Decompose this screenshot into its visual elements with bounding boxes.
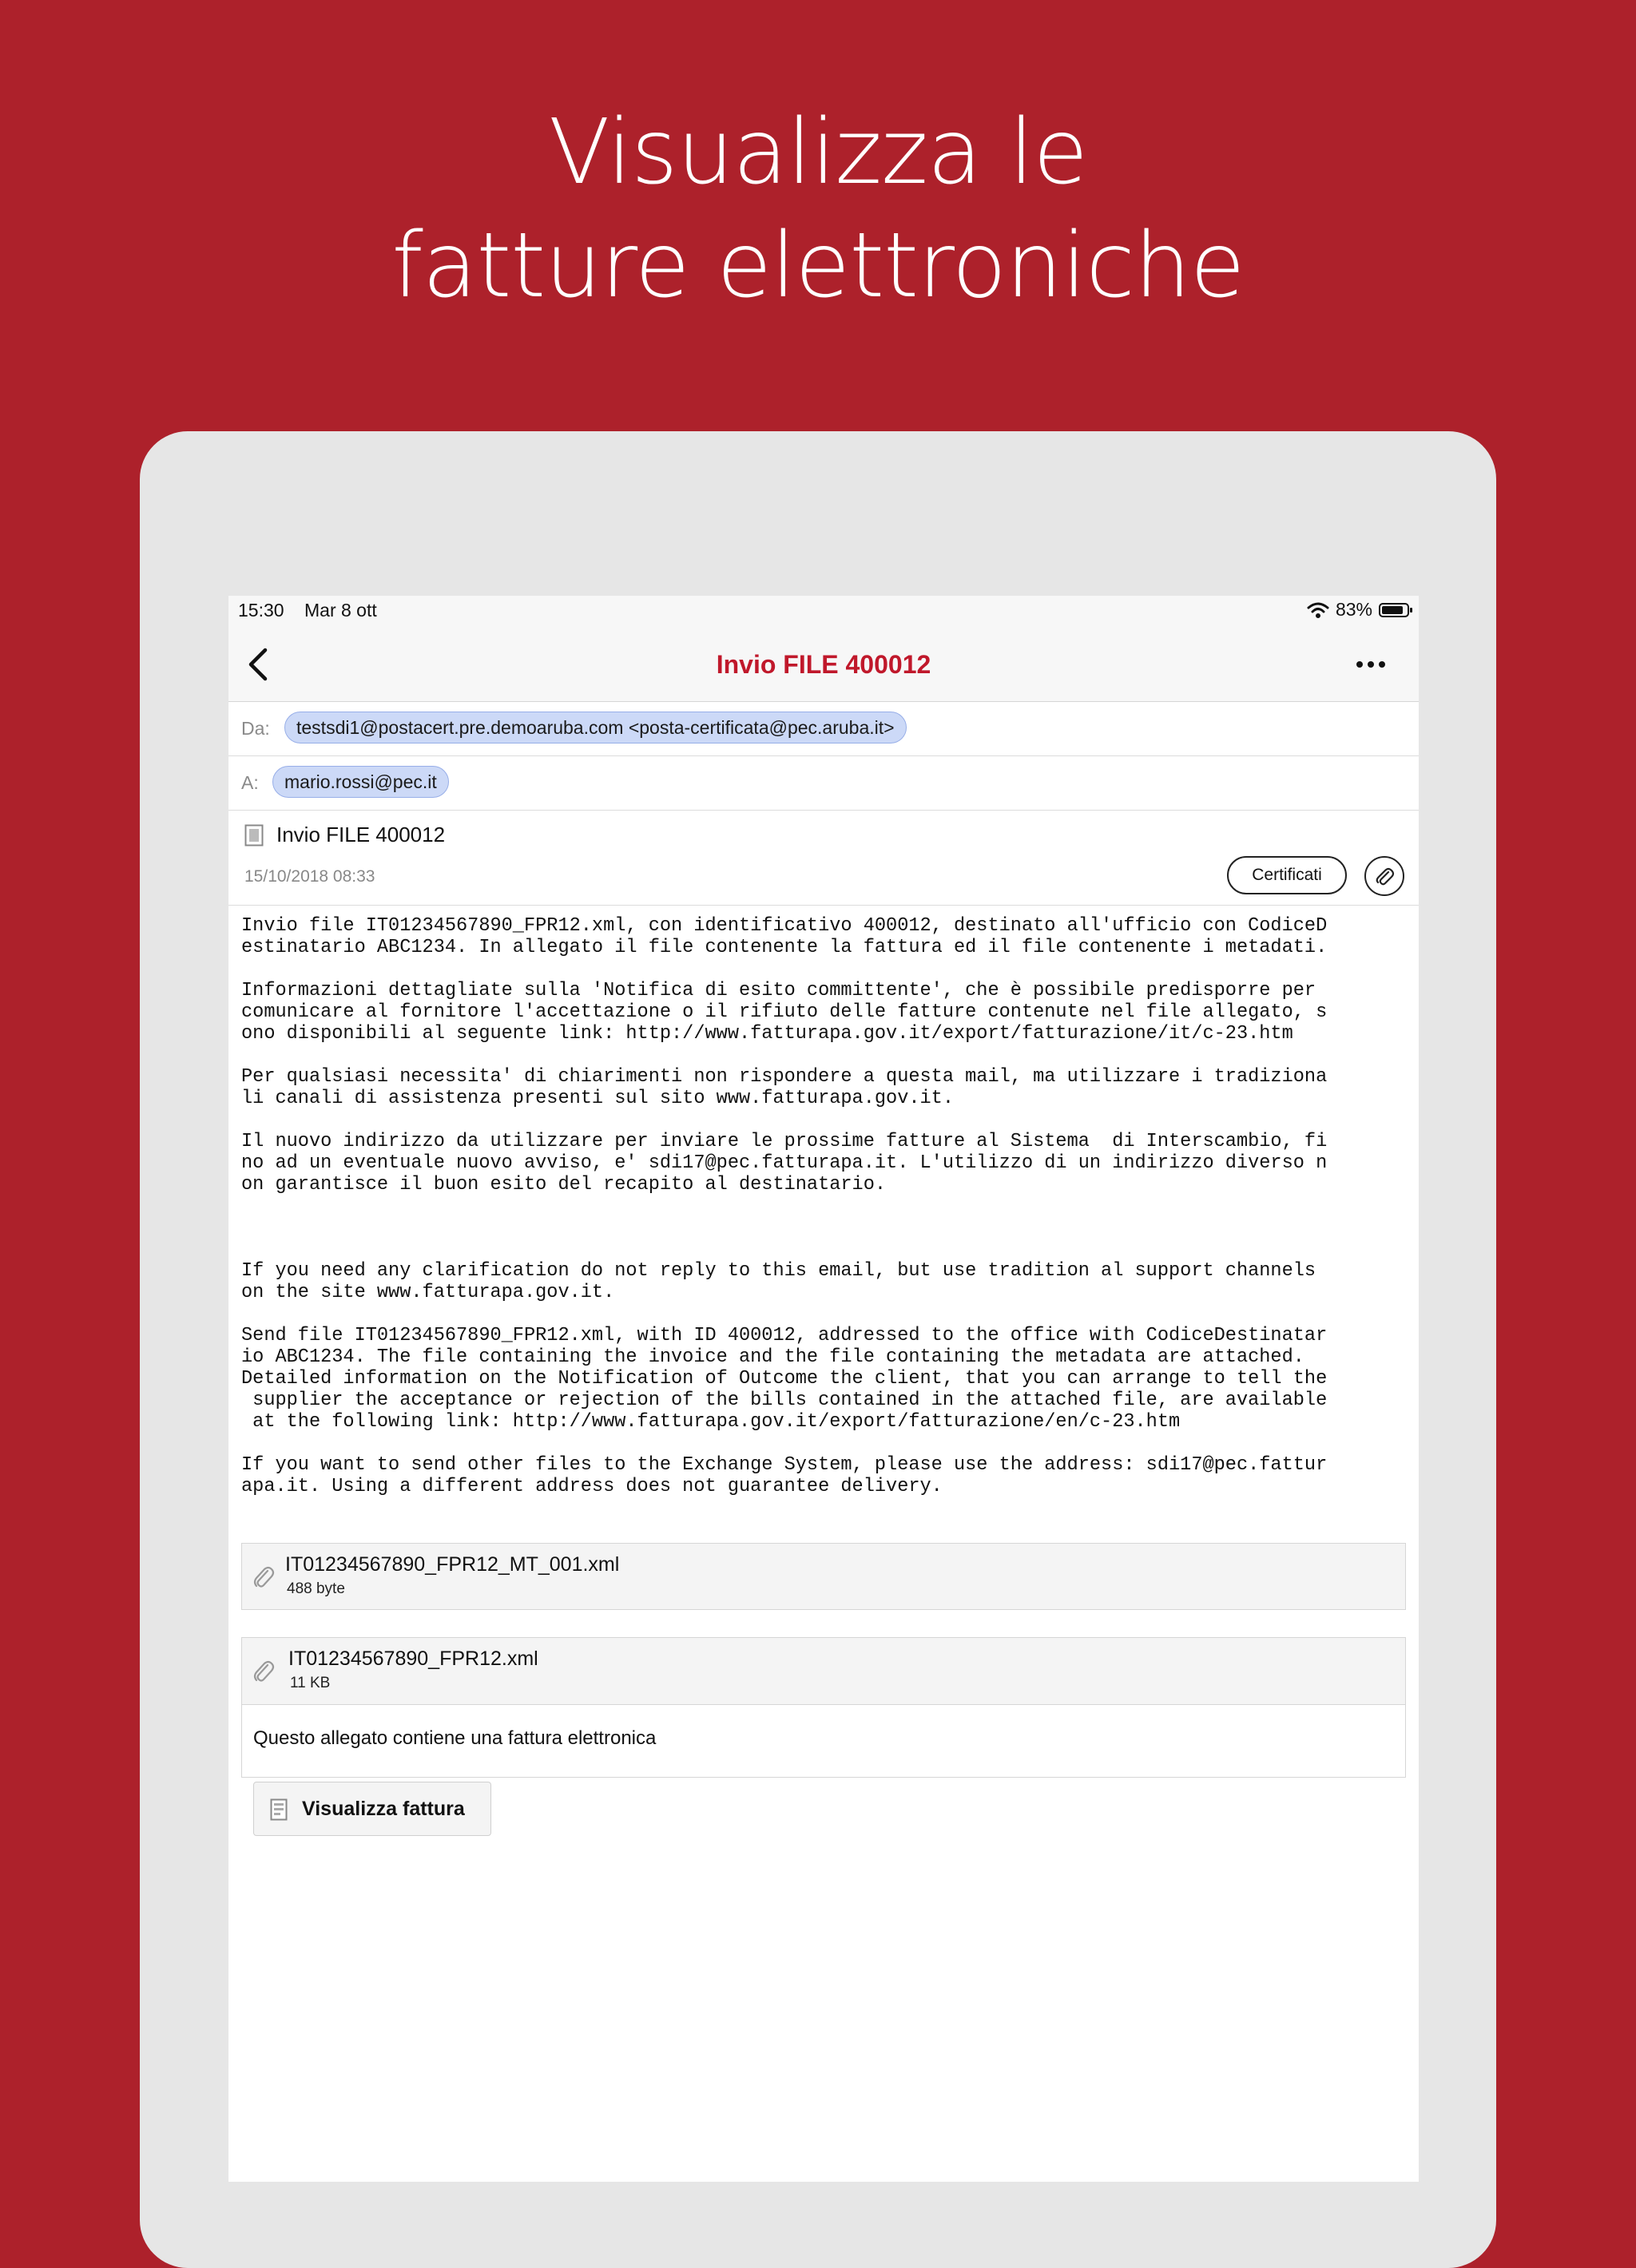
invoice-document-icon bbox=[270, 1798, 288, 1821]
attachment-item[interactable] bbox=[242, 1638, 1405, 1705]
status-date: Mar 8 ott bbox=[304, 600, 377, 621]
attachment-size: 488 byte bbox=[287, 1580, 345, 1597]
certificati-button[interactable]: Certificati bbox=[1227, 856, 1347, 894]
from-chip[interactable]: testsdi1@postacert.pre.demoaruba.com <posta-certificata@pec.aruba.it> bbox=[284, 712, 907, 743]
document-icon bbox=[244, 824, 264, 847]
to-row bbox=[228, 756, 1419, 811]
to-label: A: bbox=[241, 772, 259, 793]
battery-percent: 83% bbox=[1335, 599, 1372, 620]
from-label: Da: bbox=[241, 718, 270, 739]
headline bbox=[0, 96, 1636, 323]
message-date: 15/10/2018 08:33 bbox=[244, 867, 375, 886]
subject: Invio FILE 400012 bbox=[276, 823, 446, 847]
message-body: Invio file IT01234567890_FPR12.xml, con identificativo 400012, destinato all'ufficio con CodiceD estinatario ABC1234. In allegato il file contenente la fattura ed il file contenente i metadati. Informazioni dettagliate sulla 'Notifica di esito committente', che è possibile predisporre per comunicare al fornitore l'accettazione o il rifiuto delle fatture contenute nel file allegato, s ono disponibili al seguente link: http://www.fatturapa.gov.it/export/fatturazione/it/c-23.htm Per qualsiasi necessita' di chiarimenti non rispondere a questa mail, ma utilizzare i tradiziona li canali di assistenza presenti sul sito www.fatturapa.gov.it. Il nuovo indirizzo da utilizzare per inviare le prossime fatture al Sistema di Interscambio, fi no ad un eventuale nuovo avviso, e' sdi17@pec.fatturapa.it. L'utilizzo di un indirizzo diverso n on garantisce il buon esito del recapito al destinatario. If you need any clarification do not reply to this email, but use tradition al support channels on the site www.fatturapa.gov.it. Send file IT01234567890_FPR12.xml, with ID 400012, addressed to the office with CodiceDestinatar io ABC1234. The file containing the invoice and the file containing the metadata are attached. Detailed information on the Notification of Outcome the client, that you can arrange to tell the supplier the acceptance or rejection of the bills contained in the attached file, are available at the following link: http://www.fatturapa.gov.it/export/fatturazione/en/c-23.htm If you want to send other files to the Exchange System, please use the address: sdi17@pec.fattur apa.it. Using a different address does not guarantee delivery. bbox=[241, 915, 1328, 1497]
attachment-invoice bbox=[241, 1637, 1406, 1820]
attachment-size: 11 KB bbox=[290, 1675, 331, 1691]
from-row bbox=[228, 702, 1419, 756]
invoice-note: Questo allegato contiene una fattura elettronica bbox=[253, 1727, 657, 1749]
attachment-name: IT01234567890_FPR12_MT_001.xml bbox=[285, 1553, 620, 1576]
attachment-item[interactable] bbox=[241, 1543, 1406, 1610]
battery-icon bbox=[1379, 603, 1409, 617]
paperclip-icon bbox=[1374, 866, 1395, 886]
view-invoice-label: Visualizza fattura bbox=[302, 1798, 465, 1820]
paperclip-icon bbox=[252, 1659, 276, 1686]
view-invoice-button[interactable] bbox=[253, 1782, 491, 1836]
subject-area bbox=[228, 811, 1419, 906]
ellipsis-icon[interactable] bbox=[1355, 660, 1387, 669]
headline-line-2: fatture elettroniche bbox=[391, 214, 1245, 318]
attachment-name: IT01234567890_FPR12.xml bbox=[288, 1647, 538, 1670]
attachments-button[interactable] bbox=[1364, 856, 1404, 896]
headline-line-1: Visualizza le bbox=[548, 101, 1088, 204]
nav-bar bbox=[228, 628, 1419, 702]
tablet-screen bbox=[228, 596, 1419, 2182]
to-chip[interactable]: mario.rossi@pec.it bbox=[272, 766, 449, 798]
status-time: 15:30 bbox=[238, 600, 284, 621]
wifi-icon bbox=[1307, 601, 1329, 619]
paperclip-icon bbox=[252, 1564, 276, 1592]
nav-title: Invio FILE 400012 bbox=[716, 650, 931, 679]
status-bar bbox=[228, 596, 1419, 628]
